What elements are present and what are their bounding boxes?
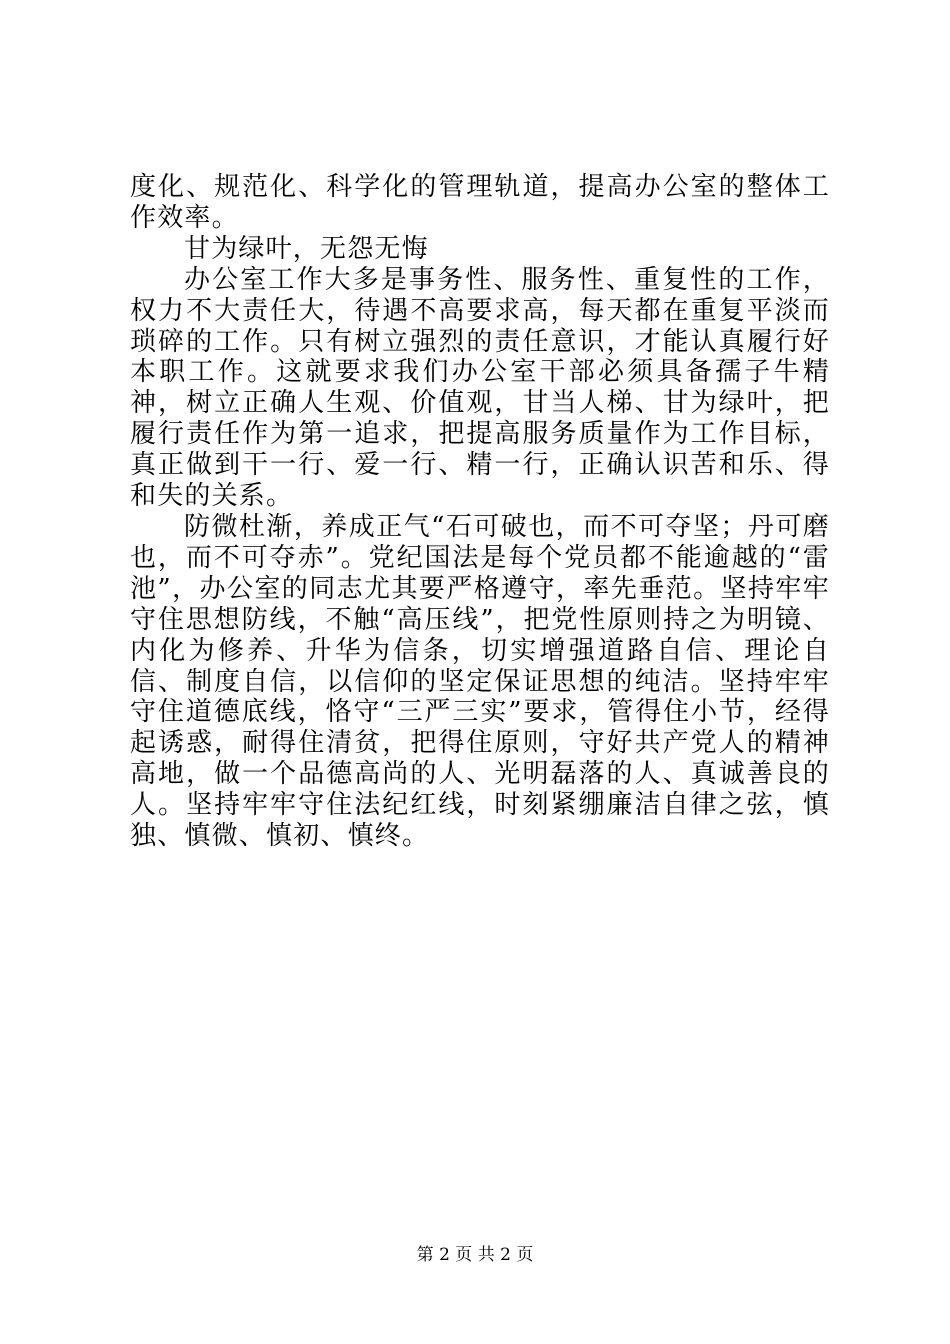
paragraph-3: 防微杜渐，养成正气“石可破也，而不可夺坚；丹可磨也，而不可夺赤”。党纪国法是每个党员都不能逾越的“雷池”，办公室的同志尤其要严格遵守，率先垂范。坚持牢牢守住思想防线，不触“高压线”，把党性原则持之为明镜、内化为修养、升华为信条，切实增强道路自信、理论自信、制度自信，以信仰的坚定保证思想的纯洁。坚持牢牢守住道德底线，恪守“三严三实”要求，管得住小节，经得起诱惑，耐得住清贫，把得住原则，守好共产党人的精神高地，做一个品德高尚的人、光明磊落的人、真诚善良的人。坚持牢牢守住法纪红线，时刻紧绷廉洁自律之弦，慎独、慎微、慎初、慎终。	[130, 511, 830, 852]
paragraph-1: 度化、规范化、科学化的管理轨道，提高办公室的整体工作效率。	[130, 172, 830, 233]
page-footer	[0, 1244, 950, 1266]
document-body	[130, 172, 830, 852]
section-heading: 甘为绿叶，无怨无悔	[184, 233, 429, 264]
paragraph-2: 办公室工作大多是事务性、服务性、重复性的工作，权力不大责任大，待遇不高要求高，每天都在重复平淡而琐碎的工作。只有树立强烈的责任意识，才能认真履行好本职工作。这就要求我们办公室干部必须具备孺子牛精神，树立正确人生观、价值观，甘当人梯、甘为绿叶，把履行责任作为第一追求，把提高服务质量作为工作目标，真正做到干一行、爱一行、精一行，正确认识苦和乐、得和失的关系。	[130, 264, 830, 512]
page-number-label: 第 2 页 共 2 页	[416, 1245, 534, 1265]
